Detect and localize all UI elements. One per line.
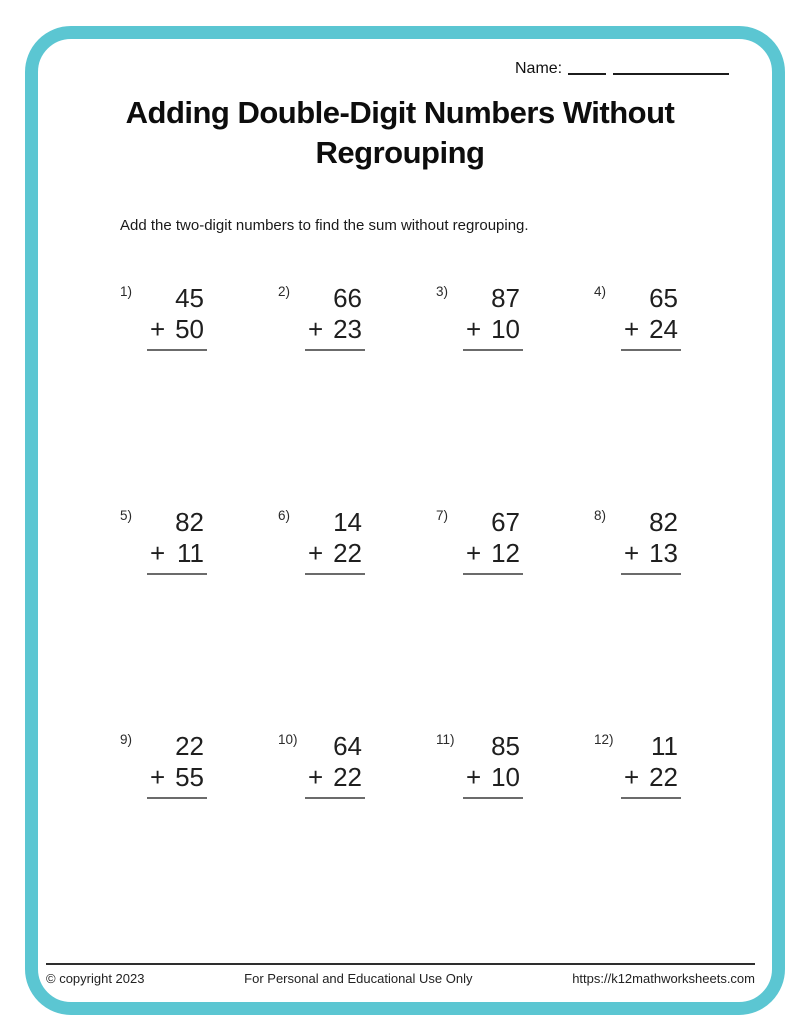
problem-4: [594, 283, 752, 507]
problem-body: [466, 731, 520, 799]
plus-operator: +: [466, 762, 482, 792]
top-operand: 14: [333, 507, 362, 537]
bottom-operand: 23: [333, 314, 362, 344]
instruction-text: Add the two-digit numbers to find the sum without regrouping.: [120, 217, 529, 234]
problem-body: [308, 731, 362, 799]
problem-body: [308, 283, 362, 351]
problem-2: [278, 283, 436, 507]
top-operand: 65: [649, 283, 678, 313]
answer-line: [147, 573, 207, 575]
problem-number: 12): [594, 732, 614, 747]
problem-9: [120, 731, 278, 955]
top-operand: 67: [491, 507, 520, 537]
plus-operator: +: [308, 538, 324, 568]
problem-7: [436, 507, 594, 731]
top-operand: 87: [491, 283, 520, 313]
top-operand: 82: [649, 507, 678, 537]
bottom-operand: 10: [491, 762, 520, 792]
answer-line: [463, 797, 523, 799]
problem-11: [436, 731, 594, 955]
plus-operator: +: [624, 538, 640, 568]
problem-number: 3): [436, 284, 449, 299]
problem-body: [466, 507, 520, 575]
problem-body: [150, 731, 204, 799]
plus-operator: +: [624, 314, 640, 344]
bottom-operand: 22: [333, 762, 362, 792]
answer-line: [463, 573, 523, 575]
usage-text: For Personal and Educational Use Only: [244, 971, 473, 986]
top-operand: 85: [491, 731, 520, 761]
plus-operator: +: [150, 762, 166, 792]
problem-number: 11): [436, 732, 455, 747]
problem-6: [278, 507, 436, 731]
bottom-operand: 10: [491, 314, 520, 344]
problem-10: [278, 731, 436, 955]
top-operand: 82: [175, 507, 204, 537]
top-operand: 66: [333, 283, 362, 313]
top-operand: 45: [175, 283, 204, 313]
problem-body: [466, 283, 520, 351]
top-operand: 64: [333, 731, 362, 761]
problem-number: 9): [120, 732, 133, 747]
problem-number: 6): [278, 508, 291, 523]
page-title-line1: Adding Double-Digit Numbers Without: [125, 95, 675, 130]
answer-line: [621, 349, 681, 351]
problem-body: [308, 507, 362, 575]
plus-operator: +: [150, 314, 166, 344]
answer-line: [305, 573, 365, 575]
problem-body: [150, 283, 204, 351]
plus-operator: +: [308, 314, 324, 344]
plus-operator: +: [624, 762, 640, 792]
answer-line: [305, 797, 365, 799]
name-label: Name:: [515, 60, 563, 77]
answer-line: [621, 573, 681, 575]
plus-operator: +: [150, 538, 166, 568]
problem-8: [594, 507, 752, 731]
problem-12: [594, 731, 752, 955]
bottom-operand: 12: [491, 538, 520, 568]
problems-grid: [120, 283, 752, 955]
problem-body: [624, 283, 678, 351]
problem-5: [120, 507, 278, 731]
page-title: [0, 93, 800, 173]
problem-number: 1): [120, 284, 133, 299]
bottom-operand: 50: [175, 314, 204, 344]
plus-operator: +: [308, 762, 324, 792]
plus-operator: +: [466, 314, 482, 344]
answer-line: [621, 797, 681, 799]
answer-line: [147, 349, 207, 351]
problem-number: 4): [594, 284, 607, 299]
top-operand: 22: [175, 731, 204, 761]
answer-line: [463, 349, 523, 351]
problem-body: [624, 507, 678, 575]
bottom-operand: 13: [649, 538, 678, 568]
bottom-operand: 22: [649, 762, 678, 792]
bottom-operand: 11: [177, 538, 204, 568]
page-title-line2: Regrouping: [315, 135, 485, 170]
problem-1: [120, 283, 278, 507]
answer-line: [305, 349, 365, 351]
name-fill-line: [613, 73, 729, 75]
problem-3: [436, 283, 594, 507]
problem-body: [624, 731, 678, 799]
answer-line: [147, 797, 207, 799]
footer-divider: [46, 963, 755, 965]
plus-operator: +: [466, 538, 482, 568]
name-fill-line: [568, 73, 606, 75]
bottom-operand: 55: [175, 762, 204, 792]
problem-number: 2): [278, 284, 291, 299]
problem-number: 7): [436, 508, 449, 523]
bottom-operand: 24: [649, 314, 678, 344]
problem-body: [150, 507, 204, 575]
problem-number: 5): [120, 508, 133, 523]
copyright-text: © copyright 2023: [46, 971, 145, 986]
footer: [46, 971, 755, 986]
problem-number: 10): [278, 732, 298, 747]
website-url: https://k12mathworksheets.com: [572, 971, 755, 986]
problem-number: 8): [594, 508, 607, 523]
top-operand: 11: [651, 731, 678, 761]
bottom-operand: 22: [333, 538, 362, 568]
name-row: [515, 60, 729, 78]
